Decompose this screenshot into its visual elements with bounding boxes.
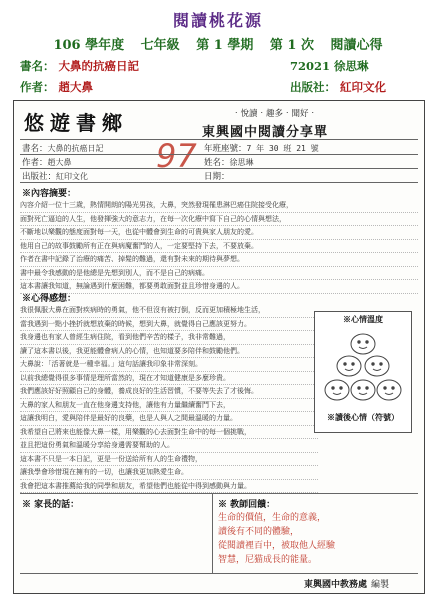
grade-mark: 97 [156,137,197,175]
field-book-label: 書名： [22,144,48,154]
meta-row-author [20,79,420,95]
reflection-line: 讀了這本書以後，我更能體會病人的心情，也知道要多陪伴和鼓勵他們。 [20,345,318,359]
publisher-name: 紅印文化 [340,80,386,94]
mood-faces-icon [315,326,411,408]
reflection-line: 大鼻說：「活著就是一種幸福。」這句話讓我印象非常深刻。 [20,358,318,372]
publisher-label: 出版社： [290,80,336,94]
field-book-value: 大鼻的抗癌日記 [47,144,104,153]
teacher-comment-heading: ※ 教師回饋： [218,500,276,510]
reading-sheet [13,100,425,594]
reflection-line: 我會把這本書推薦給我的同學和朋友，希望他們也能從中得到感動與力量。 [20,480,318,494]
summary-line: 面對死亡逼迫的人生，他發揮強大的意志力，在每一次化療中寫下自己的心情與想法， [20,213,418,227]
field-name-label: 姓名： [204,158,230,168]
teacher-comment-line: 從閱讀裡百中，被取他人經驗 [218,541,336,551]
reflection-line: 當我遇到一點小挫折就想放棄的時候，想到大鼻，就覺得自己應該更努力。 [20,318,318,332]
field-date [204,170,230,182]
field-name-value: 徐思琳 [229,158,254,167]
field-name [204,156,254,168]
student-id-name: 72021 徐思琳 [290,59,369,73]
footer-sub: 編製 [371,580,390,590]
summary-line: 這本書讓我知道，無論遇到什麼困難，都要勇敢面對並且珍惜身邊的人。 [20,280,418,294]
after-reading-label: ※讀後心情（符號） [327,412,399,422]
report-type: 閱讀心得 [330,38,383,53]
mood-box [314,311,412,433]
field-class-value: 7 年 30 班 21 號 [246,144,319,153]
grade: 七年級 [140,38,180,53]
reflection-line: 並且把這份勇氣和溫暖分享給身邊需要幫助的人。 [20,439,318,453]
reflection-line: 我很佩服大鼻在面對疾病時的勇氣，他不但沒有被打倒，反而更加積極地生活， [20,304,318,318]
footer-org: 東興國中教務處 [304,580,368,590]
header-subtitle [0,34,436,53]
field-class-label: 年班座號： [204,144,247,154]
field-publisher-label: 出版社： [22,172,57,182]
summary-line: 書中最令我感動的是他總是先想到別人，而不是自己的病痛。 [20,267,418,281]
reflection-line: 這讓我明白，愛與陪伴是最好的良藥，也是人與人之間最溫暖的力量。 [20,412,318,426]
teacher-comment-line: 智慧，尼猫成長的能量。 [218,555,318,565]
field-author [22,156,72,168]
teacher-comment-line: 生命的價值，生命的意義， [218,513,327,523]
page-title: 閱讀桃花源 [172,11,263,30]
reflection-heading: ※心得感想： [22,294,77,304]
school-year: 106 學年度 [53,38,125,53]
semester: 第 1 學期 [196,38,254,53]
reflection-line: 這本書不只是一本日記，更是一份送給所有人的生命禮物， [20,453,318,467]
author-label: 作者： [20,80,55,94]
field-publisher [22,170,88,182]
reflection-line: 讓我學會珍惜現在擁有的一切，也讓我更加熱愛生命。 [20,466,318,480]
field-date-label: 日期： [204,172,230,182]
field-publisher-value: 紅印文化 [56,172,89,181]
reflection-lines [20,304,318,493]
book-label: 書名： [20,59,55,73]
author-name: 趙大鼻 [58,80,93,94]
summary-heading: ※內容摘要： [22,189,77,199]
field-author-value: 趙大鼻 [47,158,72,167]
meta-row-book [20,58,420,74]
teacher-comment [218,511,418,587]
field-book [22,142,104,154]
sheet-motto: ‧悅讀‧趣多‧聞好‧ [232,109,318,119]
summary-line: 他用自己的故事鼓勵所有正在與病魔奮鬥的人，一定要堅持下去，不要放棄。 [20,240,418,254]
field-class [204,142,319,154]
summary-line: 不斷地以樂觀的態度面對每一天，也從中體會到生命的可貴與家人朋友的愛。 [20,226,418,240]
round: 第 1 次 [269,38,314,53]
sheet-footer [304,577,389,590]
reflection-line: 大鼻的家人和朋友一直在他身邊支持他，讓他有力量繼續奮鬥下去， [20,399,318,413]
parent-comment-heading: ※ 家長的話： [22,500,80,510]
sheet-logo: 悠遊書鄉 [24,111,128,135]
reflection-line: 我身邊也有家人曾經生病住院，看到他們辛苦的樣子，我非常難過， [20,331,318,345]
summary-lines [20,199,418,294]
summary-line: 內容介紹一位十三歲，熱情開朗的陽光男孩，大鼻，突然發現罹患淋巴癌住院接受化療， [20,199,418,213]
reflection-line: 我希望自己將來也能像大鼻一樣，用樂觀的心去面對生命中的每一個挑戰， [20,426,318,440]
reflection-line: 我們應該好好照顧自己的身體，養成良好的生活習慣，不要等失去了才後悔。 [20,385,318,399]
reflection-line: 以前我總覺得很多事情是理所當然的，現在才知道健康是多麼珍貴。 [20,372,318,386]
field-author-label: 作者： [22,158,48,168]
mood-label: ※心情溫度 [343,314,383,324]
sheet-title: 東興國中閱讀分享單 [202,125,329,140]
summary-line: 作者在書中記錄了治療的痛苦、掉髮的難過，還有對未來的期待與夢想。 [20,253,418,267]
teacher-comment-line: 讀後有不同的體驗， [218,527,300,537]
book-title: 大鼻的抗癌日記 [58,59,139,73]
